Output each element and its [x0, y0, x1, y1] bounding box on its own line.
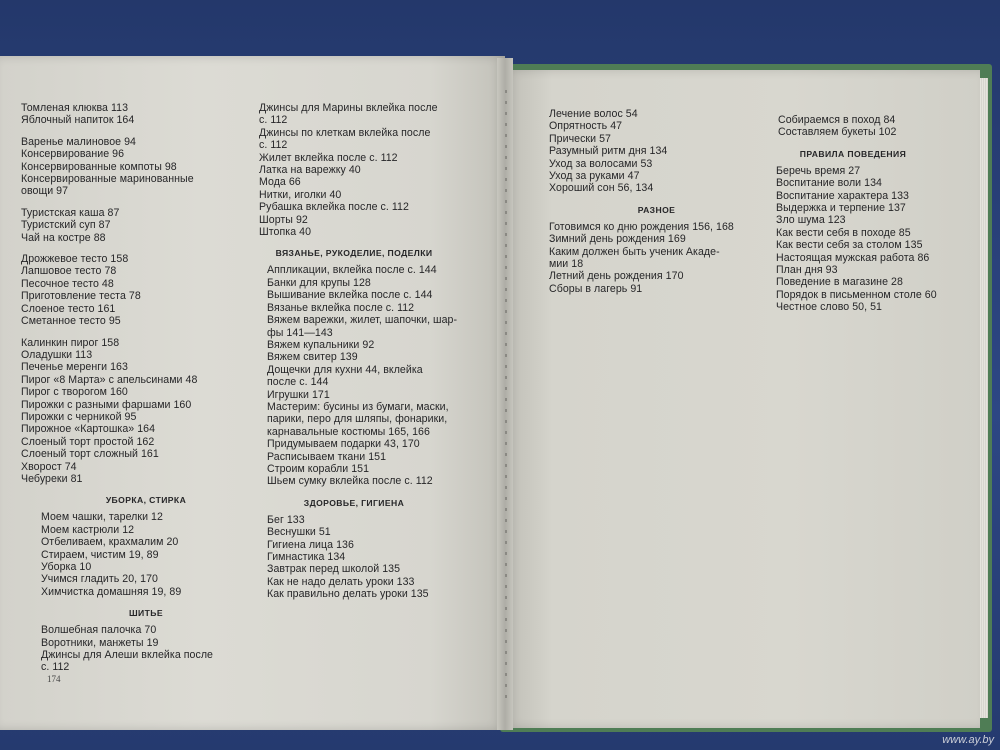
index-entry: Прически 57: [549, 132, 611, 145]
index-entry: мии 18: [549, 258, 584, 271]
index-entry: Жилет вклейка после с. 112: [259, 151, 398, 164]
index-entry: Выдержка и терпение 137: [776, 202, 906, 215]
index-entry: овощи 97: [21, 185, 69, 198]
index-entry: Пирог с творогом 160: [21, 386, 128, 399]
index-entry: Приготовление теста 78: [21, 290, 141, 303]
index-entry: Консервированные компоты 98: [21, 160, 177, 173]
index-entry: Печенье меренги 163: [21, 361, 128, 374]
right-column-1: [549, 108, 764, 295]
index-entry: Строим корабли 151: [267, 462, 370, 475]
right-column-2: [768, 114, 937, 314]
index-entry: Зимний день рождения 169: [549, 233, 686, 246]
index-entry: Готовимся ко дню рождения 156, 168: [549, 220, 734, 233]
index-entry: Поведение в магазине 28: [776, 276, 903, 289]
index-entry: Слоеный торт сложный 161: [21, 448, 159, 461]
index-entry: Волшебная палочка 70: [41, 624, 157, 637]
section-heading: УБОРКА, СТИРКА: [105, 495, 187, 506]
index-entry: Честное слово 50, 51: [776, 301, 882, 314]
index-entry: Настоящая мужская работа 86: [776, 251, 930, 264]
left-page: [0, 56, 505, 730]
index-entry: Учимся гладить 20, 170: [41, 573, 158, 586]
binding-stitch: [505, 90, 507, 705]
index-entry: Латка на варежку 40: [259, 164, 361, 177]
index-entry: Бег 133: [267, 513, 305, 526]
index-entry: Как правильно делать уроки 135: [267, 588, 429, 601]
section-heading: РАЗНОЕ: [637, 204, 676, 215]
index-entry: Пирог «8 Марта» с апельсинами 48: [21, 373, 198, 386]
index-entry: Калинкин пирог 158: [21, 336, 120, 349]
index-entry: Как вести себя в походе 85: [776, 226, 911, 239]
index-entry: Гигиена лица 136: [267, 538, 354, 551]
index-entry: Чай на костре 88: [21, 231, 106, 244]
index-entry: Шьем сумку вклейка после с. 112: [267, 475, 433, 488]
index-entry: Мода 66: [259, 176, 301, 189]
index-entry: Воротники, манжеты 19: [41, 636, 159, 649]
index-entry: Стираем, чистим 19, 89: [41, 548, 159, 561]
index-entry: Моем кастрюли 12: [41, 523, 135, 536]
index-entry: Каким должен быть ученик Акаде-: [549, 245, 720, 258]
left-column-1: [21, 102, 271, 674]
index-entry: Как вести себя за столом 135: [776, 239, 923, 252]
index-entry: Вяжем варежки, жилет, шапочки, шар-: [267, 314, 458, 327]
index-entry: с. 112: [259, 114, 288, 127]
index-entry: Дощечки для кухни 44, вклейка: [267, 363, 423, 376]
index-entry: План дня 93: [776, 264, 838, 277]
index-entry: Воспитание характера 133: [776, 189, 909, 202]
left-column-2: [259, 102, 458, 601]
index-entry: Томленая клюква 113: [21, 102, 129, 114]
index-entry: Зло шума 123: [776, 214, 846, 227]
index-entry: Уход за руками 47: [549, 170, 640, 183]
index-entry: Рубашка вклейка после с. 112: [259, 201, 409, 214]
section-heading: ВЯЗАНЬЕ, РУКОДЕЛИЕ, ПОДЕЛКИ: [275, 248, 433, 259]
index-entry: Хороший сон 56, 134: [549, 182, 654, 195]
index-entry: Яблочный напиток 164: [21, 114, 135, 127]
index-entry: с. 112: [41, 661, 70, 674]
index-entry: Завтрак перед школой 135: [267, 563, 401, 576]
index-entry: Хворост 74: [21, 460, 77, 473]
index-entry: Пирожки с черникой 95: [21, 410, 137, 423]
index-entry: Банки для крупы 128: [267, 276, 371, 289]
index-entry: Вязанье вклейка после с. 112: [267, 301, 415, 314]
index-entry: Сборы в лагерь 91: [549, 282, 643, 295]
index-entry: Расписываем ткани 151: [267, 450, 387, 463]
index-entry: Консервирование 96: [21, 148, 125, 161]
index-entry: Беречь время 27: [776, 164, 861, 177]
index-entry: Вяжем купальники 92: [267, 338, 375, 351]
index-entry: с. 112: [259, 139, 288, 152]
index-entry: фы 141—143: [267, 326, 333, 339]
index-entry: после с. 144: [267, 376, 329, 389]
index-entry: Чебуреки 81: [21, 472, 83, 485]
index-entry: Слоеное тесто 161: [21, 302, 116, 315]
page-number: 174: [47, 674, 61, 684]
index-entry: Песочное тесто 48: [21, 277, 114, 290]
index-entry: Шорты 92: [259, 213, 308, 226]
index-entry: Летний день рождения 170: [549, 270, 684, 283]
index-entry: Джинсы для Алеши вклейка после: [41, 649, 213, 662]
section-heading: ПРАВИЛА ПОВЕДЕНИЯ: [799, 148, 907, 159]
index-entry: Пирожное «Картошка» 164: [21, 423, 156, 436]
index-entry: Разумный ритм дня 134: [549, 145, 668, 158]
index-entry: Джинсы для Марины вклейка после: [259, 102, 438, 114]
index-entry: Лапшовое тесто 78: [21, 265, 117, 278]
index-entry: Аппликации, вклейка после с. 144: [267, 264, 437, 277]
index-entry: парики, перо для шляпы, фонарики,: [267, 413, 448, 426]
index-entry: Слоеный торт простой 162: [21, 435, 155, 448]
index-entry: Уборка 10: [41, 561, 92, 573]
index-entry: Собираемся в поход 84: [778, 114, 896, 126]
index-entry: Вышивание вклейка после с. 144: [267, 289, 433, 302]
index-entry: карнавальные костюмы 165, 166: [267, 425, 430, 438]
watermark: www.ay.by: [942, 734, 994, 746]
index-entry: Нитки, иголки 40: [259, 188, 342, 201]
index-entry: Пирожки с разными фаршами 160: [21, 398, 192, 411]
index-entry: Оладушки 113: [21, 348, 93, 361]
index-entry: Составляем букеты 102: [778, 126, 897, 139]
index-entry: Придумываем подарки 43, 170: [267, 438, 420, 451]
index-entry: Консервированные маринованные: [21, 173, 194, 186]
index-entry: Джинсы по клеткам вклейка после: [259, 126, 431, 139]
index-entry: Мастерим: бусины из бумаги, маски,: [267, 400, 449, 413]
index-entry: Туристский суп 87: [21, 219, 111, 232]
index-entry: Дрожжевое тесто 158: [21, 253, 129, 266]
section-heading: ШИТЬЕ: [129, 608, 163, 619]
index-entry: Вяжем свитер 139: [267, 351, 358, 364]
index-entry: Как не надо делать уроки 133: [267, 575, 415, 588]
index-entry: Варенье малиновое 94: [21, 135, 136, 148]
index-entry: Гимнастика 134: [267, 551, 346, 563]
index-entry: Порядок в письменном столе 60: [776, 288, 937, 301]
index-entry: Химчистка домашняя 19, 89: [41, 585, 182, 598]
right-page: [505, 70, 980, 728]
index-entry: Игрушки 171: [267, 388, 330, 401]
index-entry: Сметанное тесто 95: [21, 315, 121, 328]
index-entry: Лечение волос 54: [549, 108, 638, 120]
index-entry: Воспитание воли 134: [776, 177, 882, 190]
index-entry: Уход за волосами 53: [549, 157, 653, 170]
index-entry: Опрятность 47: [549, 120, 623, 133]
index-entry: Штопка 40: [259, 226, 312, 239]
index-entry: Веснушки 51: [267, 526, 331, 539]
index-entry: Моем чашки, тарелки 12: [41, 511, 163, 524]
index-entry: Отбеливаем, крахмалим 20: [41, 536, 179, 549]
section-heading: ЗДОРОВЬЕ, ГИГИЕНА: [303, 497, 405, 508]
index-entry: Туристская каша 87: [21, 206, 120, 219]
